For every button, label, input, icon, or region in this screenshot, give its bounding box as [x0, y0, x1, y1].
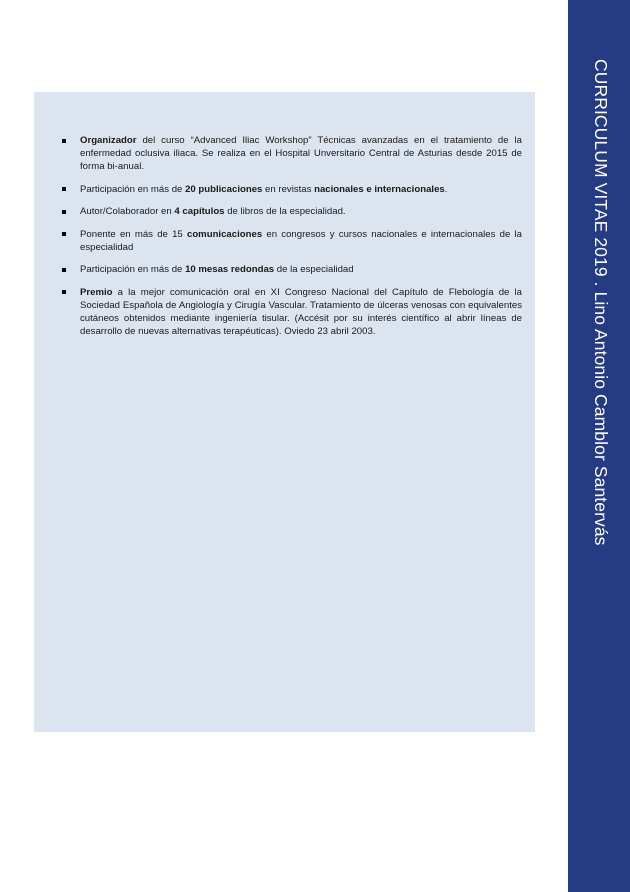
- item-text: Participación en más de: [80, 183, 186, 195]
- item-text: Ponente en más de 15: [80, 228, 187, 240]
- list-item: [34, 286, 535, 338]
- bullet-square-icon: [62, 290, 66, 294]
- item-text: en revistas: [262, 183, 315, 195]
- bold-text: nacionales e internacionales: [314, 183, 445, 195]
- list-item: [34, 228, 535, 254]
- item-text: del curso “Advanced Iliac Workshop” Técnicas avanzadas en el tratamiento de la enfermedad oclusiva iliaca. Se realiza en el Hospital Unversitario Central de Asturias desde 2015 de forma bi-anual.: [80, 135, 522, 172]
- bullet-square-icon: [62, 210, 66, 214]
- item-text: Participación en más de: [80, 264, 186, 275]
- bullet-square-icon: [62, 268, 66, 272]
- achievements-list: [34, 134, 535, 347]
- bullet-square-icon: [62, 139, 66, 143]
- list-item: [34, 183, 535, 196]
- list-item: [34, 263, 535, 276]
- sidebar-title: CURRICULUM VITAE 2019 . Lino Antonio Camblor Santervás: [591, 59, 611, 546]
- list-item: [34, 134, 535, 173]
- sidebar-band: [568, 0, 630, 892]
- item-text: .: [444, 183, 448, 195]
- bold-text: comunicaciones: [186, 228, 263, 240]
- bold-text: 4 capítulos: [174, 206, 225, 217]
- bold-text: Organizador: [80, 135, 137, 146]
- bold-text: 10 mesas redondas: [185, 264, 275, 275]
- bold-text: 20 publicaciones: [185, 183, 263, 195]
- content-panel: [34, 92, 535, 732]
- bullet-square-icon: [62, 187, 66, 191]
- item-text: a la mejor comunicación oral en XI Congreso Nacional del Capítulo de Flebología de la Sociedad Española de Angiología y Cirugía Vascular. Tratamiento de úlceras venosas con equivalentes cutáneos obtenidos mediante ingeniería tisular. (Accésit por su interés científico al abrir líneas de desarrollo de nuevas alternativas terapéuticas). Oviedo 23 abril 2003.: [80, 286, 522, 337]
- item-text: de la especialidad: [274, 264, 354, 275]
- bold-text: Premio: [80, 286, 113, 298]
- item-text: en congresos y cursos nacionales e internacionales de la especialidad: [80, 228, 522, 253]
- bullet-square-icon: [62, 232, 66, 236]
- list-item: [34, 205, 535, 218]
- item-text: de libros de la especialidad.: [224, 206, 346, 217]
- item-text: Autor/Colaborador en: [80, 206, 175, 217]
